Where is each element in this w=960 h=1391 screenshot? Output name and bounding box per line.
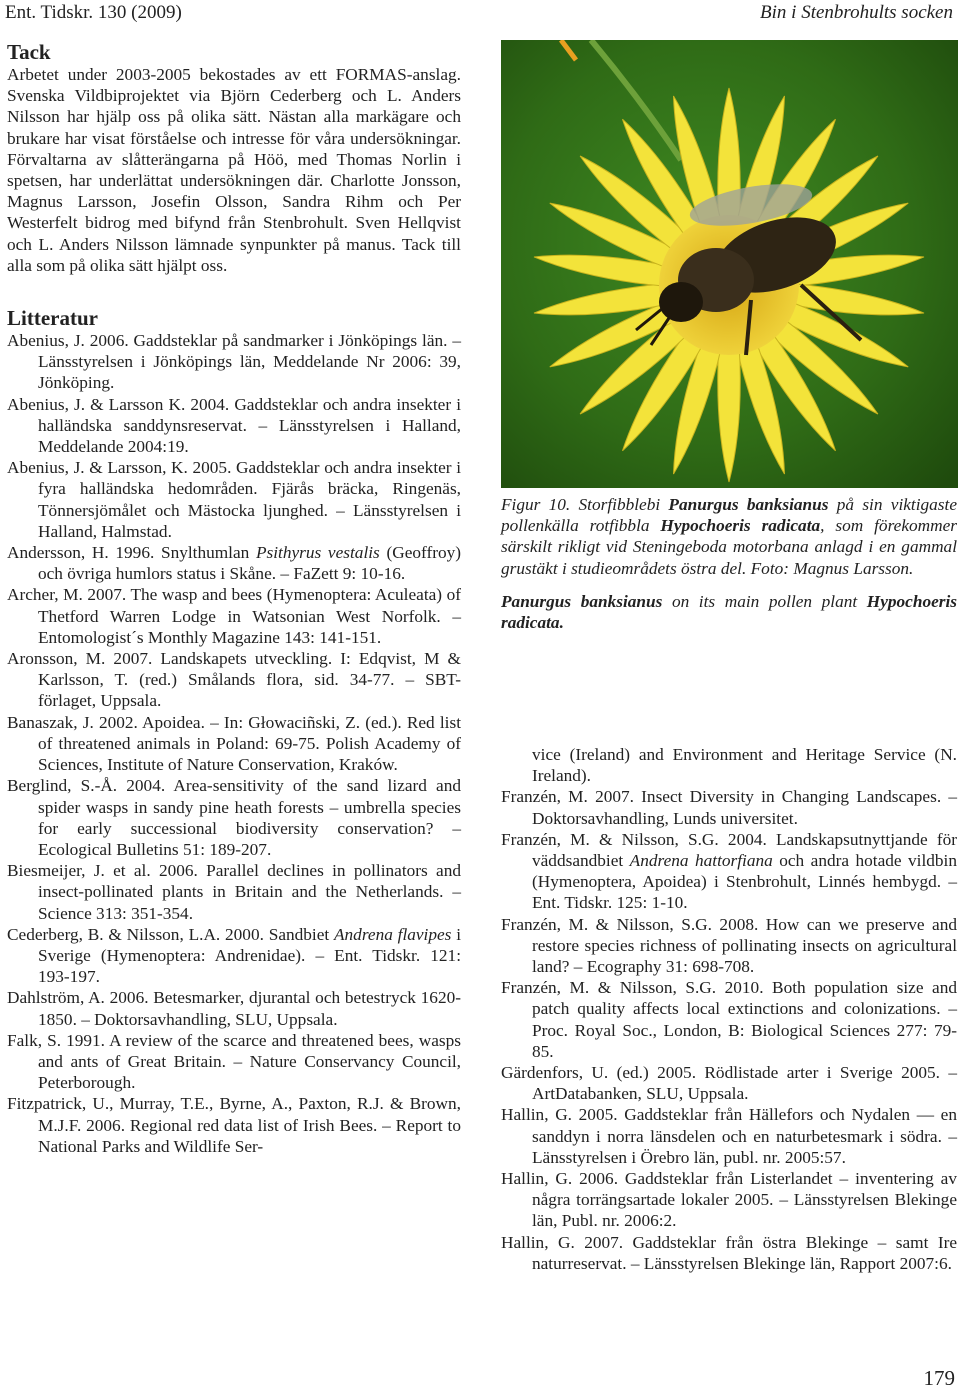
reference-text: (Geoffroy) och övriga humlors status i Skåne. – FaZett 9: 10-16. (38, 543, 461, 584)
caption-text: on its main pollen plant (662, 591, 867, 611)
reference-text: Cederberg, B. & Nilsson, L.A. 2000. Sandbiet (7, 924, 334, 944)
reference-item: Abenius, J. & Larsson K. 2004. Gaddsteklar och andra insekter i halländska sanddynsreservat. – Länsstyrelsen i Halland, Meddelande 2004:19. (7, 394, 461, 457)
reference-text: i Sverige (Hymenoptera: Andrenidae). – Ent. Tidskr. 121: 193-197. (38, 924, 461, 987)
right-column (501, 744, 957, 1274)
reference-item: Hallin, G. 2005. Gaddsteklar från Hällefors och Nydalen — en sanddyn i norra länsdelen och en naturbetesmark i södra. – Länsstyrelsen i Örebro län, publ. nr. 2005:57. (501, 1105, 957, 1167)
caption-text: . (559, 613, 564, 633)
reference-list-right (501, 786, 957, 1274)
reference-item (7, 924, 461, 988)
thanks-heading: Tack (7, 40, 51, 64)
reference-item (501, 829, 957, 914)
thanks-text: Arbetet under 2003-2005 bekostades av ett FORMAS-anslag. Svenska Vildbiprojektet via Björn Cederberg och L. Anders Nilsson har hjälp oss på olika sätt. Nästan alla markägare och brukare har visat förståelse och intresse för våra undersökningar. Förvaltarna av slåtterängarna på Höö, med Thomas Norlin i spetsen, har underlättat undersökningen där. Charlotte Jonsson, Magnus Larsson, Josefin Olsson, Sandra Rihm och Per Westerfelt bidrog med bifynd från Stenbrohult. Sven Hellqvist och L. Anders Nilsson lämnade synpunkter på manus. Tack till alla som på olika sätt hjälpt oss. (7, 65, 461, 275)
reference-item: Abenius, J. & Larsson, K. 2005. Gaddsteklar och andra insekter i fyra halländska hedområden. Fjärås bräcka, Ringenäs, Tönnersjömålet och Mästocka ljunghed. – Länsstyrelsen i Halland, Halmstad. (7, 458, 461, 541)
literature-heading: Litteratur (7, 306, 98, 331)
reference-item: Franzén, M. & Nilsson, S.G. 2008. How can we preserve and restore species richness of pollinating insects on agricultural land? – Ecography 31: 698-708. (501, 914, 957, 977)
caption-species: Hypochoeris radicata (660, 516, 821, 536)
reference-item: Fitzpatrick, U., Murray, T.E., Byrne, A., Paxton, R.J. & Brown, M.J.F. 2006. Regional red data list of Irish Bees. – Report to National Parks and Wildlife Ser- (7, 1094, 461, 1156)
reference-item: Hallin, G. 2006. Gaddsteklar från Listerlandet – inventering av några torrängsartade lokaler 2005. – Länsstyrelsen Blekinge län, Publ. nr. 2006:2. (501, 1169, 957, 1231)
reference-species: Psithyrus vestalis (255, 543, 380, 563)
reference-item: Falk, S. 1991. A review of the scarce and threatened bees, wasps and ants of Great Britain. – Nature Conservancy Council, Peterborough. (7, 1030, 461, 1093)
reference-item: Biesmeijer, J. et al. 2006. Parallel declines in pollinators and insect-pollinated plants in Britain and the Netherlands. – Science 313: 351-354. (7, 861, 461, 923)
figure-caption (501, 494, 957, 633)
page-number: 179 (923, 1366, 955, 1390)
left-column (7, 40, 461, 1157)
reference-species: Andrena hattorfiana (629, 851, 773, 871)
reference-item: Aronsson, M. 2007. Landskapets utveckling. I: Edqvist, M & Karlsson, T. (red.) Smålands flora, sid. 34-77. – SBT-förlaget, Uppsala. (7, 649, 461, 711)
reference-item: Dahlström, A. 2006. Betesmarker, djurantal och betestryck 1620-1850. – Doktorsavhandling, SLU, Uppsala. (7, 988, 461, 1029)
reference-continuation: vice (Ireland) and Environment and Heritage Service (N. Ireland). (532, 745, 957, 786)
bee-on-flower-photo (501, 40, 958, 488)
reference-item: Abenius, J. 2006. Gaddsteklar på sandmarker i Jönköpings län. – Länsstyrelsen i Jönköpings län, Meddelande Nr 2006: 39, Jönköping. (7, 331, 461, 393)
running-title: Bin i Stenbrohults socken (760, 2, 953, 23)
caption-swedish (501, 494, 957, 579)
caption-english (501, 591, 957, 633)
reference-text: Franzén, M. & Nilsson, S.G. 2004. Landskapsutnyttjande för väddsandbiet (501, 829, 957, 871)
reference-item: Franzén, M. 2007. Insect Diversity in Changing Landscapes. – Doktorsavhandling, Lunds universitet. (501, 787, 957, 828)
caption-text: Storfibblebi (570, 495, 669, 514)
journal-header: Ent. Tidskr. 130 (2009) (5, 2, 182, 23)
reference-species: Andrena flavipes (333, 924, 452, 944)
figure-label: Figur 10. (501, 495, 571, 514)
reference-text: och andra hotade vildbin (Hymenoptera, Apoidea) i Stenbrohult, Linnés hembygd. – Ent. Tidskr. 125: 1-10. (532, 851, 958, 913)
caption-species: Hypochoeris radicata (501, 591, 958, 633)
reference-item: Berglind, S.-Å. 2004. Area-sensitivity of the sand lizard and spider wasps in sandy pine heath forests – umbrella species for early successional biodiversity conservation? – Ecological Bulletins 51: 189-207. (7, 776, 461, 859)
reference-item: Archer, M. 2007. The wasp and bees (Hymenoptera: Aculeata) of Thetford Warren Lodge in Watsonian West Norfolk. – Entomologist´s Monthly Magazine 143: 141-151. (7, 585, 461, 647)
caption-text: på sin viktigaste pollenkälla rotfibbla (501, 495, 957, 536)
reference-item: Gärdenfors, U. (ed.) 2005. Rödlistade arter i Sverige 2005. – ArtDatabanken, SLU, Uppsala. (501, 1063, 957, 1104)
caption-text: , som förekommer särskilt rikligt vid Steningeboda motorbana anlagd i en gammal grustäkt i studieområdets östra del. Foto: Magnus Larsson. (501, 516, 957, 578)
caption-species: Panurgus banksianus (501, 591, 663, 611)
reference-item: Franzén, M. & Nilsson, S.G. 2010. Both population size and patch quality affects local extinctions and colonizations. – Proc. Royal Soc., London, B: Biological Sciences 277: 79-85. (501, 978, 957, 1061)
reference-item (7, 542, 461, 584)
reference-list-left (7, 330, 461, 1157)
reference-item: Banaszak, J. 2002. Apoidea. – In: Głowaciñski, Z. (ed.). Red list of threatened animals in Poland: 69-75. Polish Academy of Sciences, Institute of Nature Conservation, Kraków. (7, 712, 461, 775)
reference-text: Andersson, H. 1996. Snylthumlan (7, 543, 256, 563)
reference-item: Hallin, G. 2007. Gaddsteklar från östra Blekinge – samt Ire naturreservat. – Länsstyrelsen Blekinge län, Rapport 2007:6. (501, 1232, 957, 1273)
caption-species: Panurgus banksianus (668, 495, 829, 514)
